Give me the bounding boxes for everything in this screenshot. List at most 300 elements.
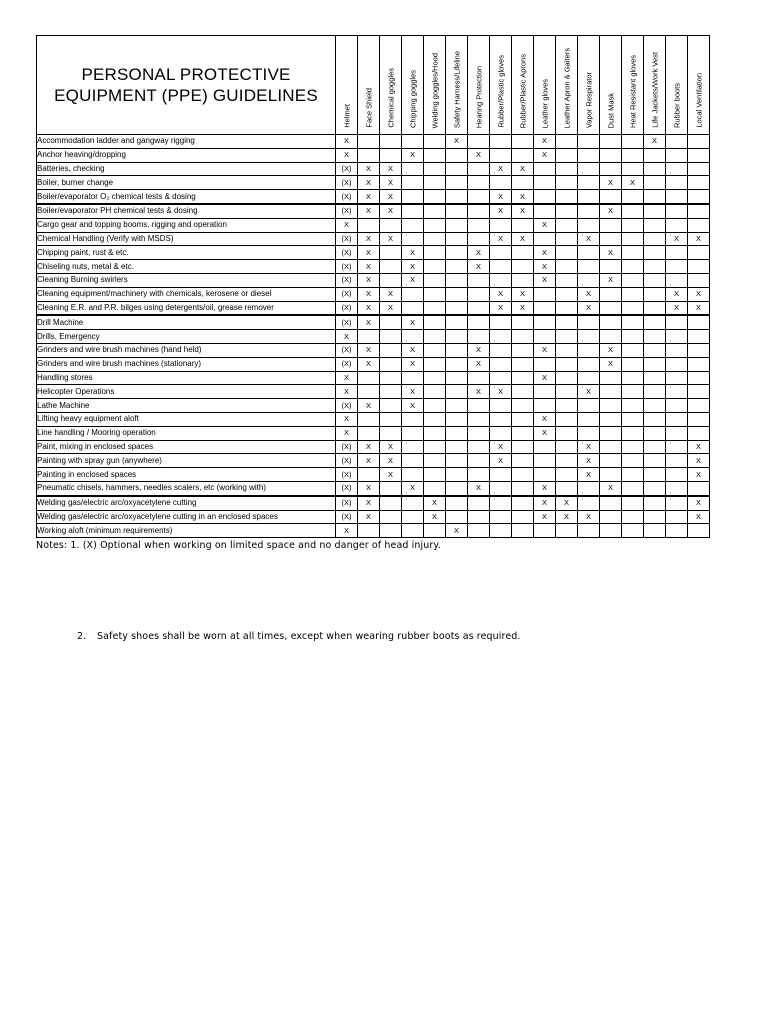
mark-cell: X [358, 343, 380, 357]
column-header-label: Dust Mask [606, 92, 615, 128]
mark-cell: (X) [336, 287, 358, 301]
mark-cell [666, 496, 688, 510]
mark-cell [622, 426, 644, 440]
mark-cell [688, 524, 710, 538]
mark-cell: X [490, 440, 512, 454]
mark-cell [512, 440, 534, 454]
mark-cell [380, 496, 402, 510]
mark-cell [534, 524, 556, 538]
mark-cell [600, 371, 622, 385]
mark-cell: X [578, 468, 600, 482]
task-cell: Lifting heavy equipment aloft [37, 412, 336, 426]
mark-cell [358, 426, 380, 440]
table-row [37, 454, 710, 468]
task-cell: Chiseling nuts, metal & etc. [37, 260, 336, 274]
mark-cell [688, 412, 710, 426]
title-line-1: PERSONAL PROTECTIVE [81, 65, 291, 84]
mark-cell: X [600, 343, 622, 357]
mark-cell: X [402, 385, 424, 399]
mark-cell: (X) [336, 190, 358, 204]
mark-cell [512, 343, 534, 357]
mark-cell [644, 412, 666, 426]
mark-cell: X [468, 385, 490, 399]
mark-cell [446, 260, 468, 274]
column-header-label: Vapor Respirator [584, 71, 593, 128]
mark-cell [600, 260, 622, 274]
mark-cell: X [512, 232, 534, 246]
mark-cell: X [512, 287, 534, 301]
mark-cell [666, 315, 688, 329]
mark-cell [688, 176, 710, 190]
mark-cell [556, 287, 578, 301]
mark-cell [622, 330, 644, 344]
table-row [37, 190, 710, 204]
mark-cell [600, 190, 622, 204]
mark-cell [446, 148, 468, 162]
mark-cell [578, 315, 600, 329]
mark-cell: X [534, 246, 556, 260]
mark-cell [556, 454, 578, 468]
mark-cell: X [402, 260, 424, 274]
mark-cell [666, 260, 688, 274]
mark-cell [666, 510, 688, 524]
mark-cell: X [358, 481, 380, 495]
mark-cell [402, 524, 424, 538]
table-row [37, 357, 710, 371]
column-header [424, 36, 446, 135]
mark-cell: X [534, 371, 556, 385]
column-header-label: Rubber boots [672, 82, 681, 128]
mark-cell [490, 412, 512, 426]
mark-cell [446, 357, 468, 371]
mark-cell: X [336, 218, 358, 232]
mark-cell: X [512, 204, 534, 218]
task-cell: Lathe Machine [37, 399, 336, 413]
mark-cell [556, 148, 578, 162]
mark-cell [512, 330, 534, 344]
mark-cell [622, 454, 644, 468]
mark-cell: X [578, 510, 600, 524]
mark-cell: X [358, 399, 380, 413]
mark-cell [490, 426, 512, 440]
mark-cell [578, 343, 600, 357]
mark-cell [578, 260, 600, 274]
mark-cell [622, 481, 644, 495]
mark-cell [358, 330, 380, 344]
mark-cell [512, 454, 534, 468]
mark-cell [622, 246, 644, 260]
mark-cell [358, 468, 380, 482]
mark-cell [424, 385, 446, 399]
mark-cell [688, 273, 710, 287]
mark-cell: X [490, 385, 512, 399]
mark-cell [380, 357, 402, 371]
mark-cell [468, 412, 490, 426]
mark-cell [688, 357, 710, 371]
mark-cell [622, 343, 644, 357]
mark-cell [380, 412, 402, 426]
mark-cell [380, 343, 402, 357]
column-header [490, 36, 512, 135]
task-cell: Welding gas/electric arc/oxyacetylene cutting [37, 496, 336, 510]
mark-cell [622, 301, 644, 315]
mark-cell [446, 454, 468, 468]
mark-cell: X [490, 454, 512, 468]
mark-cell [644, 287, 666, 301]
mark-cell [556, 301, 578, 315]
task-cell: Painting with spray gun (anywhere) [37, 454, 336, 468]
mark-cell [600, 315, 622, 329]
mark-cell [446, 232, 468, 246]
ppe-document [36, 35, 710, 538]
table-row [37, 135, 710, 149]
mark-cell: (X) [336, 204, 358, 218]
mark-cell [644, 468, 666, 482]
mark-cell [578, 357, 600, 371]
mark-cell [490, 246, 512, 260]
mark-cell [666, 440, 688, 454]
mark-cell [556, 481, 578, 495]
mark-cell [358, 412, 380, 426]
table-row [37, 343, 710, 357]
mark-cell: X [336, 330, 358, 344]
mark-cell: X [578, 440, 600, 454]
mark-cell [644, 343, 666, 357]
mark-cell [534, 440, 556, 454]
table-row [37, 148, 710, 162]
mark-cell [578, 190, 600, 204]
mark-cell [380, 135, 402, 149]
mark-cell [512, 481, 534, 495]
mark-cell: (X) [336, 468, 358, 482]
mark-cell [512, 357, 534, 371]
mark-cell [380, 524, 402, 538]
mark-cell [446, 330, 468, 344]
task-cell: Accommodation ladder and gangway rigging [37, 135, 336, 149]
mark-cell [380, 371, 402, 385]
mark-cell [490, 481, 512, 495]
mark-cell: X [490, 287, 512, 301]
table-row [37, 426, 710, 440]
mark-cell: X [622, 176, 644, 190]
mark-cell: X [688, 496, 710, 510]
mark-cell [380, 385, 402, 399]
mark-cell [490, 315, 512, 329]
mark-cell: X [402, 273, 424, 287]
mark-cell [600, 426, 622, 440]
task-cell: Batteries, checking [37, 162, 336, 176]
mark-cell [468, 454, 490, 468]
mark-cell [534, 468, 556, 482]
mark-cell [424, 301, 446, 315]
mark-cell: X [336, 385, 358, 399]
mark-cell [644, 260, 666, 274]
mark-cell: X [490, 204, 512, 218]
table-row [37, 260, 710, 274]
mark-cell: X [468, 148, 490, 162]
mark-cell [622, 218, 644, 232]
mark-cell [688, 330, 710, 344]
column-header-label: Life Jackets/Work Vest [650, 52, 659, 128]
mark-cell [600, 287, 622, 301]
mark-cell [644, 510, 666, 524]
mark-cell [446, 385, 468, 399]
mark-cell [446, 176, 468, 190]
task-cell: Working aloft (minimum requirements) [37, 524, 336, 538]
mark-cell [556, 218, 578, 232]
mark-cell [534, 357, 556, 371]
mark-cell [578, 412, 600, 426]
mark-cell [380, 399, 402, 413]
mark-cell [622, 357, 644, 371]
mark-cell [490, 148, 512, 162]
mark-cell [688, 218, 710, 232]
mark-cell [512, 148, 534, 162]
mark-cell: X [534, 510, 556, 524]
task-cell: Boiler, burner change [37, 176, 336, 190]
mark-cell [644, 232, 666, 246]
mark-cell [534, 385, 556, 399]
mark-cell [402, 190, 424, 204]
mark-cell [600, 440, 622, 454]
mark-cell [622, 273, 644, 287]
mark-cell [446, 287, 468, 301]
mark-cell [622, 440, 644, 454]
mark-cell [622, 510, 644, 524]
mark-cell [666, 218, 688, 232]
mark-cell [490, 496, 512, 510]
mark-cell [600, 330, 622, 344]
mark-cell: X [380, 440, 402, 454]
mark-cell: (X) [336, 162, 358, 176]
task-cell: Drill Machine [37, 315, 336, 329]
mark-cell [644, 273, 666, 287]
mark-cell [578, 273, 600, 287]
mark-cell [534, 162, 556, 176]
mark-cell [688, 246, 710, 260]
mark-cell [468, 190, 490, 204]
mark-cell: (X) [336, 232, 358, 246]
mark-cell: (X) [336, 315, 358, 329]
mark-cell: X [688, 468, 710, 482]
mark-cell: X [358, 260, 380, 274]
mark-cell [644, 385, 666, 399]
table-row [37, 510, 710, 524]
table-row [37, 232, 710, 246]
task-cell: Boiler/evaporator PH chemical tests & dosing [37, 204, 336, 218]
mark-cell [424, 371, 446, 385]
mark-cell [402, 440, 424, 454]
mark-cell [600, 162, 622, 176]
mark-cell [468, 301, 490, 315]
mark-cell [490, 330, 512, 344]
mark-cell: X [666, 301, 688, 315]
table-row [37, 287, 710, 301]
mark-cell [424, 176, 446, 190]
task-cell: Anchor heaving/dropping [37, 148, 336, 162]
mark-cell [380, 330, 402, 344]
mark-cell [622, 496, 644, 510]
mark-cell [380, 315, 402, 329]
mark-cell: X [578, 232, 600, 246]
mark-cell: X [534, 343, 556, 357]
mark-cell [578, 246, 600, 260]
mark-cell: X [358, 246, 380, 260]
mark-cell [424, 246, 446, 260]
column-header [622, 36, 644, 135]
mark-cell [446, 412, 468, 426]
mark-cell: X [358, 190, 380, 204]
table-row [37, 315, 710, 329]
mark-cell: X [358, 440, 380, 454]
mark-cell [556, 385, 578, 399]
mark-cell: (X) [336, 176, 358, 190]
mark-cell [358, 371, 380, 385]
mark-cell [600, 301, 622, 315]
mark-cell [666, 330, 688, 344]
mark-cell [688, 190, 710, 204]
mark-cell: X [336, 524, 358, 538]
mark-cell [534, 315, 556, 329]
mark-cell: X [490, 301, 512, 315]
mark-cell [622, 524, 644, 538]
task-cell: Line handling / Mooring operation [37, 426, 336, 440]
mark-cell [644, 162, 666, 176]
header-row [37, 36, 710, 135]
mark-cell: X [688, 232, 710, 246]
mark-cell [622, 260, 644, 274]
mark-cell: X [380, 190, 402, 204]
mark-cell [402, 301, 424, 315]
mark-cell [556, 232, 578, 246]
mark-cell: X [688, 287, 710, 301]
mark-cell [512, 371, 534, 385]
mark-cell [490, 135, 512, 149]
column-header-label: Heat Resistant gloves [628, 55, 637, 128]
column-header-label: Helmet [342, 104, 351, 128]
mark-cell [534, 232, 556, 246]
table-row [37, 204, 710, 218]
mark-cell [644, 301, 666, 315]
mark-cell [556, 343, 578, 357]
column-header-label: Leather Apron & Gaiters [562, 47, 571, 128]
mark-cell [424, 190, 446, 204]
mark-cell [666, 190, 688, 204]
table-row [37, 412, 710, 426]
mark-cell [490, 343, 512, 357]
mark-cell: X [358, 232, 380, 246]
mark-cell: X [380, 204, 402, 218]
mark-cell [380, 273, 402, 287]
mark-cell: X [358, 301, 380, 315]
ppe-table-body [37, 135, 710, 538]
mark-cell [490, 524, 512, 538]
mark-cell [446, 190, 468, 204]
mark-cell [622, 204, 644, 218]
mark-cell [556, 426, 578, 440]
table-row [37, 176, 710, 190]
mark-cell [600, 135, 622, 149]
mark-cell [688, 315, 710, 329]
mark-cell: X [380, 287, 402, 301]
mark-cell: X [358, 496, 380, 510]
mark-cell: X [688, 440, 710, 454]
mark-cell [512, 260, 534, 274]
column-header [336, 36, 358, 135]
column-header [644, 36, 666, 135]
mark-cell [666, 426, 688, 440]
mark-cell [666, 176, 688, 190]
mark-cell: (X) [336, 399, 358, 413]
task-cell: Helicopter Operations [37, 385, 336, 399]
column-header [600, 36, 622, 135]
mark-cell [490, 357, 512, 371]
mark-cell [402, 218, 424, 232]
mark-cell [446, 426, 468, 440]
mark-cell [468, 232, 490, 246]
mark-cell [534, 454, 556, 468]
column-header [688, 36, 710, 135]
task-cell: Grinders and wire brush machines (hand held) [37, 343, 336, 357]
mark-cell: X [446, 135, 468, 149]
mark-cell [468, 426, 490, 440]
note-number: 2. [77, 631, 87, 642]
mark-cell [556, 273, 578, 287]
column-header [358, 36, 380, 135]
column-header [468, 36, 490, 135]
task-cell: Welding gas/electric arc/oxyacetylene cutting in an enclosed spaces [37, 510, 336, 524]
mark-cell: X [358, 162, 380, 176]
mark-cell [600, 232, 622, 246]
table-row [37, 162, 710, 176]
mark-cell [380, 426, 402, 440]
mark-cell [556, 176, 578, 190]
column-header-label: Hearing Protection [474, 65, 483, 128]
mark-cell [424, 468, 446, 482]
mark-cell [446, 440, 468, 454]
mark-cell [446, 371, 468, 385]
mark-cell [600, 510, 622, 524]
mark-cell [512, 385, 534, 399]
mark-cell: X [534, 135, 556, 149]
mark-cell [666, 246, 688, 260]
task-cell: Paint, mixing in enclosed spaces [37, 440, 336, 454]
mark-cell [534, 176, 556, 190]
mark-cell: X [468, 260, 490, 274]
task-cell: Cleaning E.R. and P.R. bilges using detergents/oil, grease remover [37, 301, 336, 315]
task-cell: Chipping paint, rust & etc. [37, 246, 336, 260]
mark-cell [490, 399, 512, 413]
mark-cell [644, 357, 666, 371]
mark-cell: X [534, 273, 556, 287]
mark-cell [556, 357, 578, 371]
mark-cell: X [688, 301, 710, 315]
mark-cell [644, 399, 666, 413]
mark-cell: X [666, 232, 688, 246]
mark-cell [688, 481, 710, 495]
mark-cell [556, 204, 578, 218]
mark-cell [600, 399, 622, 413]
mark-cell [512, 412, 534, 426]
mark-cell [622, 315, 644, 329]
mark-cell [358, 218, 380, 232]
mark-cell [358, 135, 380, 149]
mark-cell [578, 330, 600, 344]
mark-cell [512, 246, 534, 260]
mark-cell [468, 287, 490, 301]
table-row [37, 496, 710, 510]
mark-cell [468, 524, 490, 538]
